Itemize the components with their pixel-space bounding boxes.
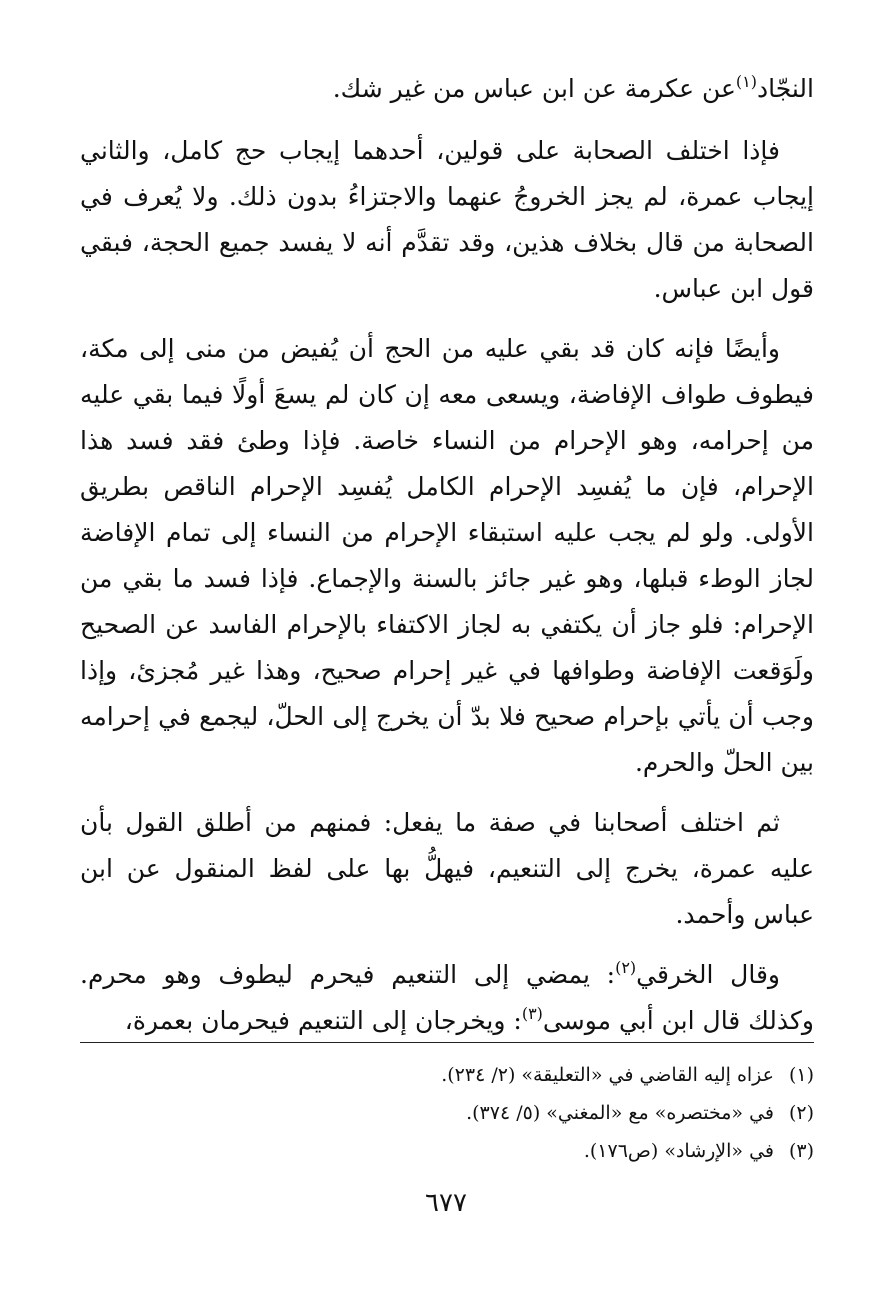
footnote-3 (80, 1132, 814, 1170)
paragraph-4: ثم اختلف أصحابنا في صفة ما يفعل: فمنهم من أطلق القول بأن عليه عمرة، يخرج إلى التنعيم، فيهلُّ بها على لفظ المنقول عن ابن عباس وأحمد. (80, 808, 814, 929)
paragraph-5 (80, 952, 814, 1044)
paragraph-1 (80, 66, 814, 112)
paragraph-5-part-c: : ويخرجان إلى التنعيم فيحرمان بعمرة، (124, 1006, 522, 1035)
footnote-number: (١) (788, 1064, 814, 1086)
paragraph-1-end: عن عكرمة عن ابن عباس من غير شك. (332, 74, 736, 103)
footnote-number: (٢) (788, 1102, 814, 1124)
footnote-text: في «الإرشاد» (ص١٧٦). (583, 1140, 774, 1162)
page-number: ٦٧٧ (425, 1188, 467, 1218)
footnote-number: (٣) (788, 1140, 814, 1162)
footnote-text: عزاه إليه القاضي في «التعليقة» (٢/ ٢٣٤). (441, 1064, 774, 1086)
footnote-ref-2[interactable]: (٢) (615, 958, 637, 977)
paragraph-2: فإذا اختلف الصحابة على قولين، أحدهما إيجاب حج كامل، والثاني إيجاب عمرة، لم يجز الخروجُ عنهما والاجتزاءُ بدون ذلك. ولا يُعرف في الصحابة من قال بخلاف هذين، وقد تقدَّم أنه لا يفسد جميع الحجة، فبقي قول ابن عباس. (80, 136, 814, 303)
footnote-separator (80, 1042, 814, 1043)
footnote-text: في «مختصره» مع «المغني» (٥/ ٣٧٤). (466, 1102, 774, 1124)
main-text (80, 66, 814, 1044)
paragraph-5-part-a: وقال الخرقي (636, 960, 780, 989)
footnote-ref-1[interactable]: (١) (735, 72, 757, 91)
footnote-2 (80, 1094, 814, 1132)
footnote-ref-3[interactable]: (٣) (521, 1004, 543, 1023)
footnote-1 (80, 1056, 814, 1094)
footnotes (80, 1056, 814, 1170)
paragraph-1-start: النجّاد (757, 74, 814, 103)
paragraph-3: وأيضًا فإنه كان قد بقي عليه من الحج أن يُفيض من منى إلى مكة، فيطوف طواف الإفاضة، ويسعى معه إن كان لم يسعَ أولًا فيما بقي عليه من إحرامه، وهو الإحرام من النساء خاصة. فإذا وطئ فقد فسد هذا الإحرام، فإن ما يُفسِد الإحرام الكامل يُفسِد الإحرام الناقص بطريق الأولى. ولو لم يجب عليه استبقاء الإحرام من النساء إلى تمام الإفاضة لجاز الوطء قبلها، وهو غير جائز بالسنة والإجماع. فإذا فسد ما بقي من الإحرام: فلو جاز أن يكتفي به لجاز الاكتفاء بالإحرام الفاسد عن الصحيح ولَوَقعت الإفاضة وطوافها في غير إحرام صحيح، وهذا غير مُجزئ، وإذا وجب أن يأتي بإحرام صحيح فلا بدّ أن يخرج إلى الحلّ، ليجمع في إحرامه بين الحلّ والحرم. (80, 334, 814, 777)
paragraph-5-part-b: : يمضي إلى التنعيم فيحرم ليطوف وهو محرم. وكذلك قال ابن أبي موسى (80, 960, 814, 1035)
